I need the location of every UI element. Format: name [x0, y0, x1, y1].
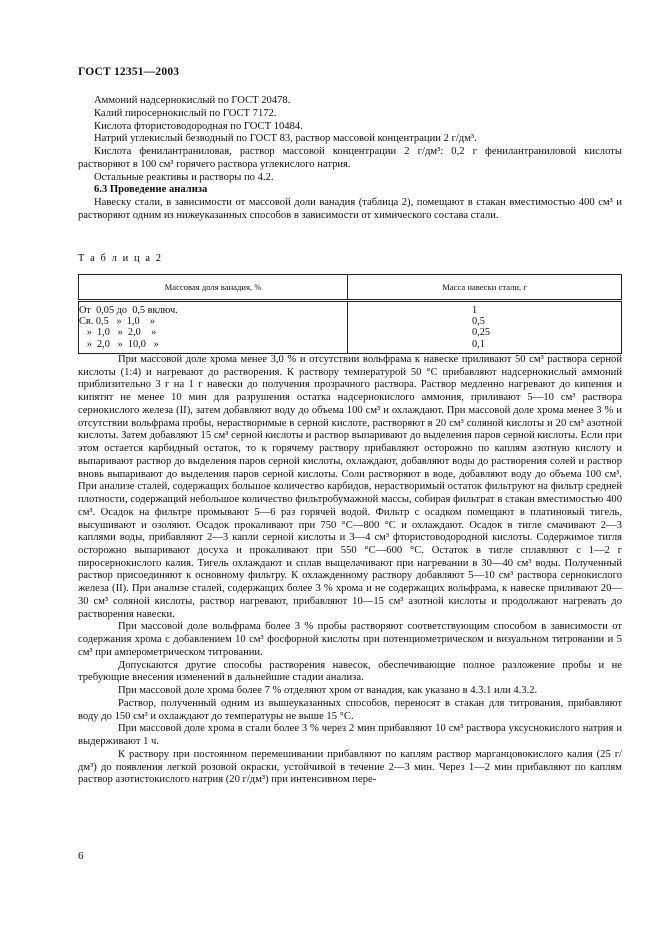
paragraph: Допускаются другие способы растворения навесок, обеспечивающие полное разложение пробы и не требующие внесения изменений в дальнейшие стадии анализа.	[78, 659, 622, 684]
procedure-text	[78, 354, 622, 787]
table-cell: » 2,0 » 10,0 »	[79, 338, 159, 350]
reagent-line: Аммоний надсернокислый по ГОСТ 20478.	[94, 95, 291, 106]
paragraph: К раствору при постоянном перемешивании прибавляют по каплям раствор марганцовокислого калия (25 г/дм³) до появления легкой розовой окраски, устойчивой в течение 2—3 мин. Через 1—2 мин прибавляют по каплям раствор азотистокислого натрия (20 г/дм³) при интенсивном пере-	[78, 748, 622, 786]
page-number: 6	[78, 850, 84, 862]
table-cell: От 0,05 до 0,5 включ.	[79, 305, 178, 316]
table-cell: 0,25	[472, 327, 491, 339]
paragraph: При массовой доле хрома менее 3,0 % и отсутствии вольфрама к навеске приливают 50 см³ раствора серной кислоты (1:4) и нагревают до растворения. К раствору температурой 50 °С прибавляют надсернокислый аммоний приблизительно 3 г на 1 г навески до получения прозрачного раствора. Раствор медленно нагревают до кипения и кипятят не менее 10 мин для разрушения остатка надсернокислого аммония, приливают 5—10 см³ раствора сернокислого железа (II), затем добавляют воду до объема 100 см³ и охлаждают. При массовой доле хрома менее 3 % и отсутствии вольфрама пробы, нерастворимые в серной кислоте, растворяют в 20 см³ соляной кислоты и 20 см³ азотной кислоты. Затем добавляют 15 см³ серной кислоты и раствор выпаривают до выделения паров серной кислоты. Если при этом остается карбидный остаток, то к горячему раствору прибавляют осторожно по каплям азотную кислоту и выпаривают раствор до выделения паров серной кислоты, охлаждают, добавляют воды до растворения солей и раствор вновь выпаривают до выделения паров серной кислоты. Соли растворяют в воде, добавляют воду до объема 100 см³. При анализе сталей, содержащих большое количество карбидов, нерастворимый остаток фильтруют на фильтр средней плотности, содержащий небольшое количество фильтробумажной массы, собирая фильтрат в стакан вместимостью 400 см³. Осадок на фильтре промывают 5—6 раз горячей водой. Фильтр с осадком помещают в платиновый тигель, высушивают и озоляют. Осадок прокаливают при 750 °С—800 °С и охлаждают. Осадок в тигле смачивают 2—3 каплями воды, прибавляют 2—3 капли серной кислоты и 3—4 см³ фтористоводородной кислоты. Содержимое тигля осторожно выпаривают досуха и прокаливают при 550 °С—600 °С. Остаток в тигле сплавляют с 1—2 г пиросернокислого калия. Тигель охлаждают и сплав выщелачивают при нагревании в 30—40 см³ воды. Полученный раствор присоединяют к основному фильтру. К охлажденному раствору добавляют 5—10 см³ раствора сернокислого железа (II). При анализе сталей, содержащих более 3 % хрома и не содержащих вольфрама, к навеске приливают 20—30 см³ соляной кислоты, раствор нагревают, прибавляют 10—15 см³ азотной кислоты и продолжают нагревать до растворения навески.	[78, 354, 622, 620]
table-cell: 0,1	[472, 338, 485, 350]
table-cell: » 1,0 » 2,0 »	[79, 327, 157, 339]
reagents-block	[78, 95, 622, 223]
reagent-line: Натрий углекислый безводный по ГОСТ 83, раствор массовой концентрации 2 г/дм³.	[94, 133, 477, 145]
reagent-line: Кислота фенилантраниловая, раствор массовой концентрации 2 г/дм³: 0,2 г фенилантраниловой кислоты растворяют в 100 см³ горячего раствора углекислого натрия.	[78, 146, 622, 170]
table-cell: Св. 0,5 » 1,0 »	[79, 316, 156, 328]
paragraph: При массовой доле хрома более 7 % отделяют хром от ванадия, как указано в 4.3.1 или 4.3.2.	[118, 685, 538, 697]
reagent-line: Калий пиросернокислый по ГОСТ 7172.	[94, 107, 277, 119]
table-row	[79, 301, 622, 354]
table-cell: 0,5	[472, 316, 485, 328]
reagent-line: Остальные реактивы и растворы по 4.2.	[94, 171, 274, 183]
paragraph: Раствор, полученный одним из вышеуказанных способов, переносят в стакан для титрования, прибавляют воду до 150 см³ и охлаждают до температуры не выше 15 °С.	[78, 697, 622, 722]
table-header-cell: Массовая доля ванадия, %	[79, 275, 348, 301]
table-cell: 1	[472, 305, 478, 316]
standard-header: ГОСТ 12351—2003	[78, 66, 180, 78]
section-title: 6.3 Проведение анализа	[94, 184, 208, 196]
paragraph: При массовой доле вольфрама более 3 % пробы растворяют соответствующим способом в зависимости от содержания хрома с добавлением 10 см³ фосфорной кислоты при потенциометрическом и визуальном титровании и 5 см³ при амперометрическом титровании.	[78, 621, 622, 658]
section-intro: Навеску стали, в зависимости от массовой доли ванадия (таблица 2), помещают в стакан вместимостью 400 см³ и растворяют одним из нижеуказанных способов в зависимости от химического состава стали.	[78, 197, 622, 221]
vanadium-table	[78, 274, 622, 354]
table-caption: Т а б л и ц а 2	[78, 253, 163, 264]
table-header-cell: Масса навески стали, г	[348, 275, 622, 301]
paragraph: При массовой доле хрома в стали более 3 % через 2 мин прибавляют 10 см³ раствора уксуснокислого натрия и выдерживают 1 ч.	[78, 723, 622, 748]
reagent-line: Кислота фтористоводородная по ГОСТ 10484.	[94, 120, 303, 132]
